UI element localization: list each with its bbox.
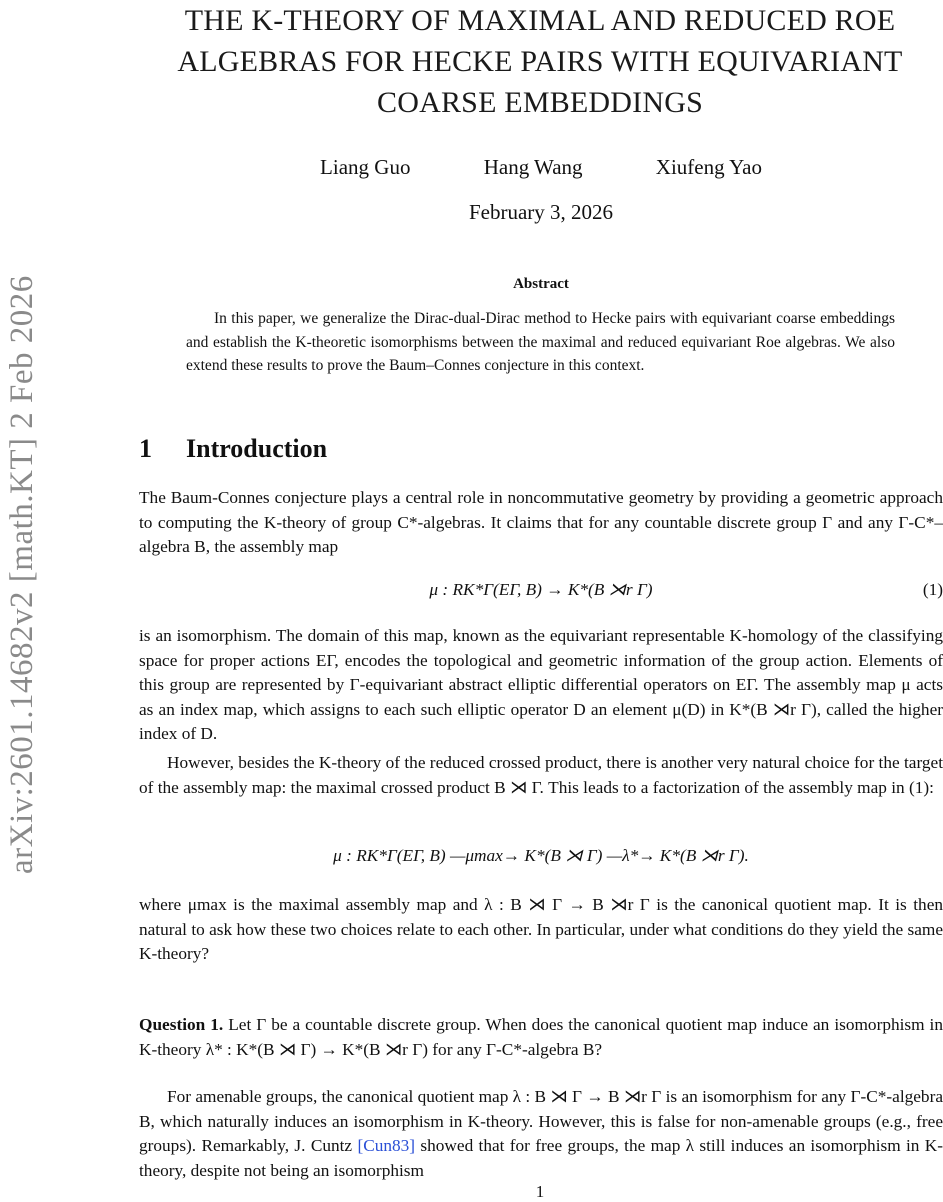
paragraph-text: For amenable groups, the canonical quotient map λ : B ⋊ Γ → B ⋊r Γ is an isomorphism for any Γ-C*-algebra B, which naturally induces an isomorphism in K-theory. However, this is false for non-amenable groups (e.g., free groups). Remarkably, J. Cuntz bbox=[139, 1087, 943, 1156]
page-number: 1 bbox=[535, 1182, 545, 1201]
paper-title: THE K-THEORY OF MAXIMAL AND REDUCED ROE ALGEBRAS FOR HECKE PAIRS WITH EQUIVARIANT COARSE EMBEDDINGS bbox=[177, 4, 903, 119]
equation-2 bbox=[139, 846, 943, 866]
author-name: Liang Guo bbox=[320, 155, 411, 179]
author-list bbox=[140, 155, 942, 180]
arxiv-identifier: arXiv:2601.14682v2 [math.KT] 2 Feb 2026 bbox=[4, 275, 40, 874]
section-number: 1 bbox=[139, 434, 152, 463]
intro-paragraph-5 bbox=[139, 1085, 943, 1183]
intro-paragraph-1: The Baum-Connes conjecture plays a central role in noncommutative geometry by providing a geometric approach to computing the K-theory of group C*-algebras. It claims that for any countable discrete group Γ and any Γ-C*–algebra B, the assembly map bbox=[139, 488, 943, 557]
equation-1-body: μ : RK*Γ(EΓ, B) → K*(B ⋊r Γ) bbox=[429, 580, 653, 599]
citation-link[interactable]: [Cun83] bbox=[357, 1136, 416, 1156]
question-text: Let Γ be a countable discrete group. When does the canonical quotient map induce an isomorphism in K-theory λ* : K*(B ⋊ Γ) → K*(B ⋊r Γ) for any Γ-C*-algebra B? bbox=[139, 1015, 943, 1059]
intro-paragraph-3: However, besides the K-theory of the reduced crossed product, there is another very natural choice for the target of the assembly map: the maximal crossed product B ⋊ Γ. This leads to a factorization of the assembly map in (1): bbox=[139, 753, 943, 797]
question-block bbox=[139, 1013, 943, 1062]
equation-2-body: μ : RK*Γ(EΓ, B) —μmax→ K*(B ⋊ Γ) —λ*→ K*(B ⋊r Γ). bbox=[333, 846, 749, 865]
paragraph-text: showed that for free groups, the map λ still induces an isomorphism in K-theory, despite not being an isomorphism bbox=[139, 1136, 943, 1180]
intro-paragraph-2: is an isomorphism. The domain of this map, known as the equivariant representable K-homology of the classifying space for proper actions EΓ, encodes the topological and geometric information of the group action. Elements of this group are represented by Γ-equivariant abstract elliptic differential operators on EΓ. The assembly map μ acts as an index map, which assigns to each such elliptic operator D an element μ(D) in K*(B ⋊r Γ), called the higher index of D. bbox=[139, 626, 943, 744]
paper-date: February 3, 2026 bbox=[468, 200, 614, 224]
question-label: Question 1. bbox=[139, 1015, 224, 1034]
section-title: Introduction bbox=[186, 434, 328, 463]
abstract-text: In this paper, we generalize the Dirac-dual-Dirac method to Hecke pairs with equivariant coarse embeddings and establish the K-theoretic isomorphisms between the maximal and reduced equivariant Roe algebras. We also extend these results to prove the Baum–Connes conjecture in this context. bbox=[186, 310, 895, 374]
section-heading bbox=[139, 434, 327, 464]
author-name: Hang Wang bbox=[483, 155, 583, 179]
arxiv-side-stamp bbox=[2, 174, 38, 874]
author-name: Xiufeng Yao bbox=[655, 155, 762, 179]
equation-1 bbox=[139, 580, 943, 600]
intro-paragraph-4: where μmax is the maximal assembly map and λ : B ⋊ Γ → B ⋊r Γ is the canonical quotient map. It is then natural to ask how these two choices relate to each other. In particular, under what conditions do they yield the same K-theory? bbox=[139, 895, 943, 964]
abstract-heading: Abstract bbox=[513, 276, 569, 292]
equation-1-number: (1) bbox=[922, 580, 943, 599]
